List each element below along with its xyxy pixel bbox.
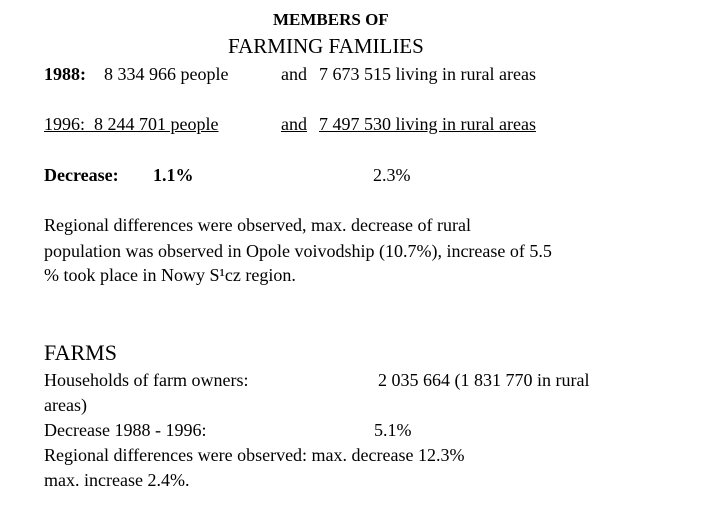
regional-line-2: population was observed in Opole voivodship (10.7%), increase of 5.5 [44,241,552,261]
row-1988-rural: 7 673 515 living in rural areas [319,64,536,84]
farms-heading: FARMS [44,340,117,365]
row-1988-and: and [281,64,307,84]
farms-households-label: Households of farm owners: [44,370,249,390]
decrease-people-pct: 1.1% [153,165,194,185]
row-1988-people: 8 334 966 people [104,64,229,84]
decrease-label: Decrease: [44,165,119,185]
row-1996-label: 1996: [44,114,86,134]
farms-regional-line-1: Regional differences were observed: max. decrease 12.3% [44,445,465,465]
farms-decrease-value: 5.1% [374,420,412,440]
row-1996-people: 8 244 701 people [94,114,219,134]
farms-households-value: 2 035 664 (1 831 770 in rural [378,370,590,390]
regional-line-3: % took place in Nowy S¹cz region. [44,265,296,285]
row-1996-rural: 7 497 530 living in rural areas [319,114,536,134]
title-line-2: FARMING FAMILIES [228,34,424,58]
farms-decrease-label: Decrease 1988 - 1996: [44,420,207,440]
title-line-1: MEMBERS OF [273,10,389,29]
farms-households-cont: areas) [44,395,87,415]
row-1988-label: 1988: [44,64,86,84]
row-1996-and: and [281,114,307,134]
regional-line-1: Regional differences were observed, max. decrease of rural [44,215,471,235]
farms-regional-line-2: max. increase 2.4%. [44,470,190,490]
decrease-rural-pct: 2.3% [373,165,411,185]
row-1996 [44,114,219,135]
